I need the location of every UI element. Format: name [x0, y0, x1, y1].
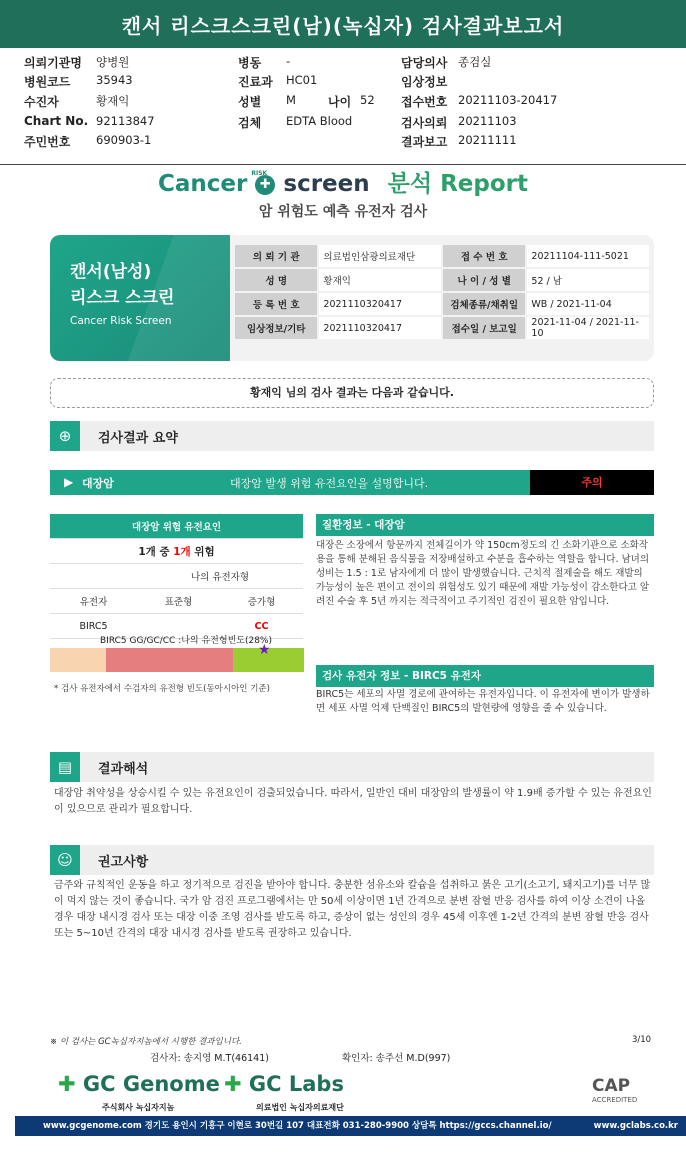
- header-label: 의뢰기관명: [24, 56, 82, 70]
- header-value: 690903-1: [96, 133, 152, 147]
- header-label: 접수번호: [401, 95, 448, 109]
- brand2-name: GC Labs: [248, 1072, 344, 1096]
- table-row: [50, 539, 303, 564]
- header-value: 황재익: [96, 94, 130, 108]
- play-icon: ▶: [64, 475, 74, 489]
- tester: 검사자: 송지영 M.T(46141): [150, 1053, 269, 1064]
- logo-risk-icon: ✚ RISK: [255, 175, 275, 195]
- header-value: M: [286, 93, 296, 107]
- risk-item-name: 대장암: [82, 477, 114, 490]
- header-value: 92113847: [96, 114, 155, 128]
- section-interpretation: [50, 752, 654, 782]
- gc-labs-logo: ✚ GC Labs: [224, 1072, 344, 1096]
- logo-report: 분석 Report: [387, 171, 528, 197]
- age-label: 나이: [328, 95, 352, 109]
- info-label: 성 명: [235, 269, 317, 291]
- footer-note: ※ 이 검사는 GC녹십자지놈에서 시행한 결과입니다.: [50, 1037, 242, 1047]
- header-label: 주민번호: [24, 135, 71, 149]
- header-label: 임상정보: [401, 75, 448, 89]
- col-gene: 유전자: [50, 589, 137, 614]
- table-row: [235, 269, 649, 291]
- card-banner: [50, 235, 230, 361]
- frequency-bar: [50, 642, 304, 672]
- result-notice: 황재익 님의 검사 결과는 다음과 같습니다.: [50, 378, 654, 408]
- header-value: 35943: [96, 73, 133, 87]
- interpretation-text: 대장암 취약성을 상승시킬 수 있는 유전요인이 검출되었습니다. 따라서, 일반인 대비 대장암의 발생률이 약 1.9배 증가할 수 있는 유전요인이 있으므로 관리가 필요합니다.: [54, 788, 652, 815]
- segment-gg: [50, 648, 106, 672]
- header-label: 검사의뢰: [401, 116, 448, 130]
- footer-address: www.gcgenome.com 경기도 용인시 기흥구 이현로 30번길 107 대표전화 031-280-9900 상담톡 https://gccs.channel.io/: [43, 1121, 552, 1131]
- confirmer: 확인자: 송주선 M.D(997): [342, 1053, 451, 1064]
- header-label: 진료과: [238, 75, 273, 89]
- header-label: 담당의사: [401, 56, 448, 70]
- info-value: 2021110320417: [319, 293, 441, 315]
- gene-name: BIRC5: [50, 614, 137, 639]
- risk-count-prefix: 1개 중: [138, 545, 174, 558]
- col-standard: 표준형: [137, 589, 220, 614]
- header-value: EDTA Blood: [286, 114, 353, 128]
- header-value: HC01: [286, 73, 318, 87]
- brand1-name: GC Genome: [82, 1072, 220, 1096]
- info-value: 의료법인삼광의료재단: [319, 245, 441, 267]
- logo-screen: screen: [283, 171, 370, 197]
- info-label: 접 수 번 호: [443, 245, 525, 267]
- info-label: 의 뢰 기 관: [235, 245, 317, 267]
- section-summary: [50, 421, 654, 451]
- doctor-icon: ☺: [50, 845, 80, 875]
- risk-flag: 주의: [530, 470, 654, 495]
- footer-bar: [15, 1116, 686, 1136]
- my-genotype-header: 나의 유전자형: [137, 564, 303, 589]
- logo-subtitle: 암 위험도 예측 유전자 검사: [258, 204, 428, 220]
- info-value: 2021110320417: [319, 317, 441, 339]
- report-logo: [0, 165, 686, 221]
- header-label: 병동: [238, 56, 262, 70]
- table-row: [235, 293, 649, 315]
- header-value: 20211111: [458, 133, 517, 147]
- info-label: 등 록 번 호: [235, 293, 317, 315]
- card-title-1: 캔서(남성): [70, 262, 152, 282]
- risk-item-desc: 대장암 발생 위험 유전요인을 설명합니다.: [230, 477, 429, 490]
- card-title-2: 리스크 스크린: [70, 288, 175, 308]
- footer-site: www.gclabs.co.kr: [593, 1121, 678, 1131]
- frequency-label: BIRC5 GG/GC/CC :나의 유전형빈도(28%): [100, 636, 272, 646]
- gene-info-header: 검사 유전자 정보 - BIRC5 유전자: [316, 665, 654, 687]
- patient-header: [0, 48, 686, 163]
- gene-table-title: 대장암 위험 유전요인: [50, 514, 303, 539]
- info-label: 나 이 / 성 별: [443, 269, 525, 291]
- info-value: 황재익: [319, 269, 441, 291]
- star-icon: ★: [258, 642, 271, 658]
- header-label: 병원코드: [24, 75, 71, 89]
- risk-count: [50, 539, 303, 564]
- patient-card: [50, 235, 654, 361]
- info-value: WB / 2021-11-04: [527, 293, 649, 315]
- header-value: 20211103: [458, 114, 517, 128]
- document-icon: ▤: [50, 752, 80, 782]
- section-advice: [50, 845, 654, 875]
- cap-sub: ACCREDITED: [592, 1096, 638, 1104]
- frequency-note: * 검사 유전자에서 수검자의 유전형 빈도(동아시아인 기준): [54, 684, 270, 694]
- logo-risk: RISK: [251, 169, 268, 177]
- logo-cancer: Cancer: [157, 171, 248, 197]
- header-value: -: [286, 54, 291, 68]
- risk-item-bar: [50, 470, 654, 495]
- info-label: 검체종류/채취일: [443, 293, 525, 315]
- gene-info-text: BIRC5는 세포의 사멸 경로에 관여하는 유전자입니다. 이 유전자에 변이가 발생하면 세포 사멸 억제 단백질인 BIRC5의 발현량에 영향을 줄 수 있습니다.: [316, 689, 650, 714]
- header-value: 20211103-20417: [458, 93, 558, 107]
- info-label: 접수일 / 보고일: [443, 317, 525, 339]
- table-row: [50, 589, 303, 614]
- advice-text: 금주와 규칙적인 운동을 하고 정기적으로 검진을 받아야 합니다. 충분한 섬유소와 칼슘을 섭취하고 붉은 고기(소고기, 돼지고기)를 너무 많이 먹지 않는 것이 좋습니다. 국가 암 검진 프로그램에서는 만 50세 이상이면 1년 간격으로 분변 잠혈 반응 검사를 하여 이상 소견이 나올 경우 대장 내시경 검사 또는 대장 이중 조영 검사를 받도록 하고, 증상이 없는 성인의 경우 45세 이후엔 1-2년 간격의 분변 잠혈 반응 검사 또는 5~10년 간격의 대장 내시경 검사를 받도록 권장하고 있습니다.: [54, 880, 651, 939]
- card-info-table: [233, 243, 651, 341]
- table-row: [235, 317, 649, 339]
- card-title-3: Cancer Risk Screen: [70, 315, 172, 327]
- section-title: 권고사항: [98, 855, 149, 870]
- report-title: 캔서 리스크스크린(남)(녹십자) 검사결과보고서: [0, 0, 686, 48]
- disease-info-header: 질환정보 - 대장암: [316, 514, 654, 536]
- disease-info-text: 대장은 소장에서 항문까지 전체길이가 약 150cm정도의 긴 소화기관으로 소화작용을 통해 분해된 음식물을 저장배설하고 수분을 흡수하는 역할을 합니다. 남녀의 성비는 1.5 : 1로 남자에게 더 많이 발생했습니다. 근치적 절제술을 해도 재발의 가능성이 높은 편이고 전이의 위험성도 있기 때문에 재발 가능성이 감소한다고 알려진 수술 후 5년 까지는 적극적이고 주기적인 검진이 필요한 암입니다.: [316, 540, 650, 607]
- header-label: 수진자: [24, 95, 59, 109]
- gene-risk-table: [50, 514, 303, 639]
- age-value: 52: [360, 93, 375, 107]
- brand2-sub: 의료법인 녹십자의료재단: [256, 1103, 344, 1112]
- gene-inc-value: CC: [220, 614, 303, 639]
- table-row: [50, 564, 303, 589]
- gc-genome-logo: ✚ GC Genome: [58, 1072, 220, 1096]
- info-value: 52 / 남: [527, 269, 649, 291]
- section-title: 검사결과 요약: [98, 431, 178, 446]
- header-label: 결과보고: [401, 135, 448, 149]
- header-label: Chart No.: [24, 114, 89, 128]
- table-row: [235, 245, 649, 267]
- page-number: 3/10: [632, 1035, 652, 1045]
- risk-count-highlight: 1개: [173, 545, 191, 558]
- info-value: 2021-11-04 / 2021-11-10: [527, 317, 649, 339]
- header-value: 양병원: [96, 55, 130, 69]
- cap-logo: CAP: [592, 1076, 631, 1096]
- header-label: 성별: [238, 95, 262, 109]
- info-value: 20211104-111-5021: [527, 245, 649, 267]
- col-increased: 증가형: [220, 589, 303, 614]
- info-label: 임상정보/기타: [235, 317, 317, 339]
- clipboard-plus-icon: ⊕: [50, 421, 80, 451]
- header-value: 종검실: [458, 55, 492, 69]
- section-title: 결과해석: [98, 762, 149, 777]
- risk-count-suffix: 위험: [190, 545, 215, 558]
- brand1-sub: 주식회사 녹십자지놈: [102, 1103, 175, 1112]
- segment-gc: [106, 648, 233, 672]
- header-label: 검체: [238, 116, 262, 130]
